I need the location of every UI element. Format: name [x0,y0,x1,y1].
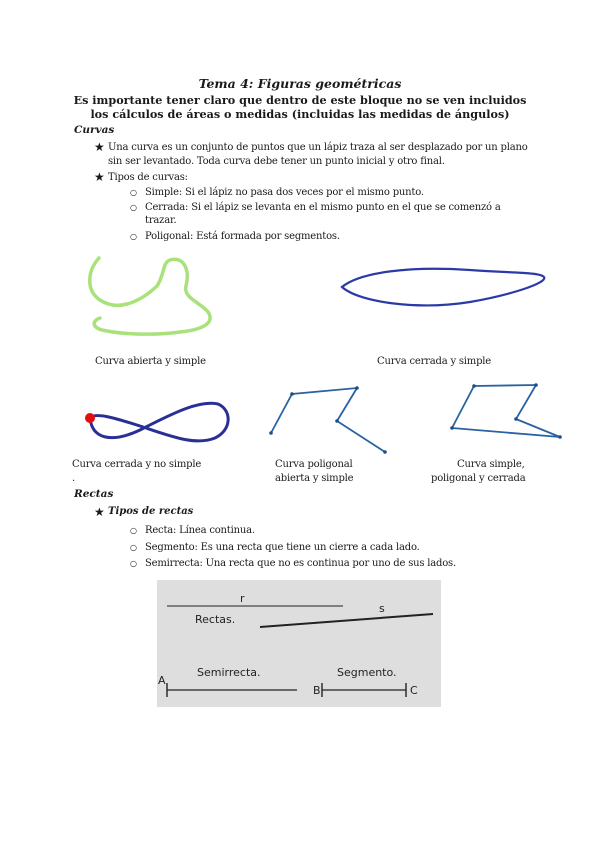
caption-abierta-simple: Curva abierta y simple [95,356,206,367]
rectas-figure [157,580,441,707]
caption-cerrada-simple: Curva cerrada y simple [377,356,492,367]
caption-cerrada-no-simple: Curva cerrada y no simple [72,459,202,470]
caption-poligonal-line2: abierta y simple [275,473,354,484]
circle-bullet-icon: ○ [130,543,137,552]
closed-non-simple-curve [90,403,228,441]
caption-dot: . [72,473,75,484]
circle-bullet-icon: ○ [130,188,137,197]
rectas-lines [157,580,441,707]
label-B: B [313,684,321,697]
circle-bullet-icon: ○ [130,559,137,568]
label-A: A [158,674,166,687]
page-subtitle: Es importante tener claro que dentro de este bloque no se ven incluidos los cálculos de áreas o medidas (incluidas las medidas de ángulos) [73,93,527,121]
star-icon: ★ [94,505,105,519]
caption-simple-pol-line1: Curva simple, [457,459,525,470]
closed-polygonal-curve [452,385,560,437]
label-semirrecta: Semirrecta. [197,666,261,679]
circle-bullet-icon: ○ [130,203,137,212]
tipo-simple: Simple: Si el lápiz no pasa dos veces por el mismo punto. [145,187,424,198]
label-s: s [379,602,385,615]
semirrecta-item: Semirrecta: Una recta que no es continua por uno de sus lados. [145,558,456,569]
curvas-def-line1: Una curva es un conjunto de puntos que un lápiz traza al ser desplazado por un plano [108,142,528,153]
page-title: Tema 4: Figuras geométricas [198,76,402,91]
polygon-vertices [269,386,387,454]
star-icon: ★ [94,170,105,184]
tipo-cerrada-line2: trazar. [145,215,177,226]
start-point-dot [85,413,95,423]
recta-item: Recta: Línea continua. [145,525,255,536]
circle-bullet-icon: ○ [130,232,137,241]
label-r: r [240,592,245,605]
tipo-poligonal: Poligonal: Está formada por segmentos. [145,231,340,242]
label-rectas: Rectas. [195,613,236,626]
star-icon: ★ [94,140,105,154]
closed-simple-curve [342,269,544,306]
section-heading-rectas: Rectas [74,488,114,500]
caption-simple-pol-line2: poligonal y cerrada [431,473,526,484]
circle-bullet-icon: ○ [130,526,137,535]
open-simple-curve [90,258,210,334]
segmento-item: Segmento: Es una recta que tiene un cierre a cada lado. [145,542,420,553]
tipos-curvas-label: Tipos de curvas: [108,172,188,183]
tipos-rectas-heading: Tipos de rectas [108,506,194,517]
tipo-cerrada-line1: Cerrada: Si el lápiz se levanta en el mismo punto en el que se comenzó a [145,202,501,213]
label-C: C [410,684,418,697]
caption-poligonal-line1: Curva poligonal [275,459,353,470]
open-polygonal-curve [271,388,385,452]
label-segmento: Segmento. [337,666,397,679]
section-heading-curvas: Curvas [74,124,115,136]
curvas-def-line2: sin ser levantado. Toda curva debe tener un punto inicial y otro final. [108,156,445,167]
